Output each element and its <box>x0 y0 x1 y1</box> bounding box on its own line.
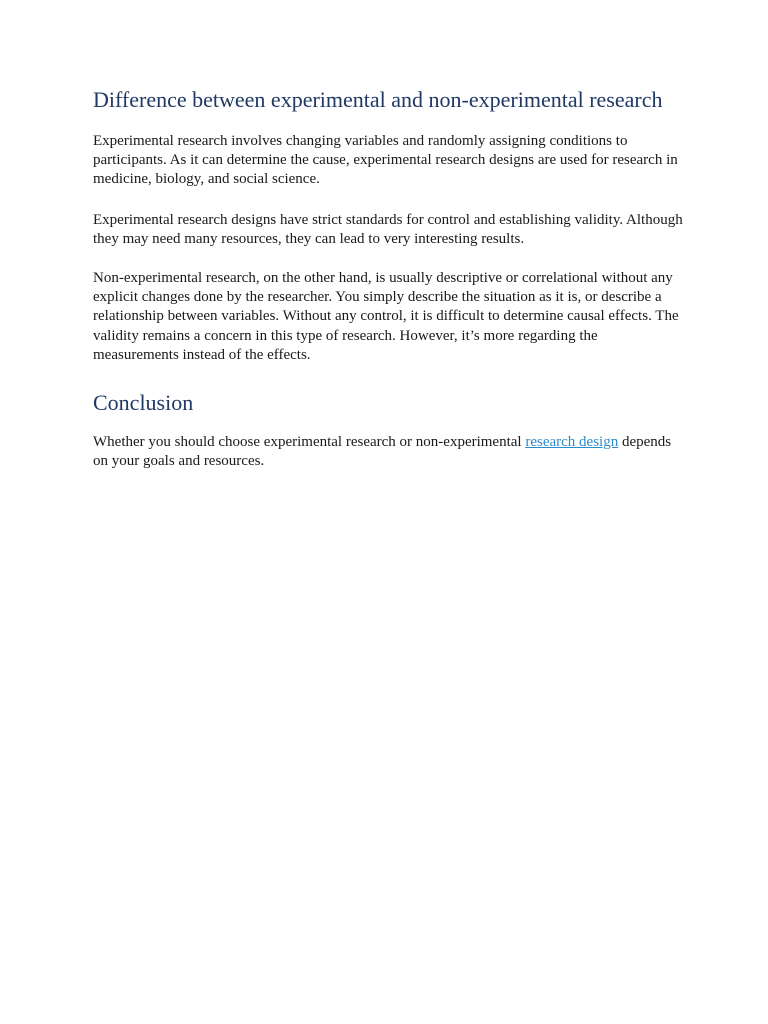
paragraph-experimental-standards: Experimental research designs have strict standards for control and establishing validity. Although they may need many resources, they can lead to very interesting results. <box>93 211 683 247</box>
research-design-link[interactable]: research design <box>525 434 619 451</box>
conclusion-text-after-link: depends on your goals and resources. <box>93 434 672 470</box>
conclusion-heading: Conclusion <box>93 390 194 416</box>
document-page <box>93 86 683 471</box>
paragraph-non-experimental: Non-experimental research, on the other hand, is usually descriptive or correlational without any explicit changes done by the researcher. You simply describe the situation as it is, or describe a relationship between variables. Without any control, it is difficult to determine causal effects. The validity remains a concern in this type of research. However, it’s more regarding the measurements instead of the effects. <box>93 270 679 363</box>
document-title: Difference between experimental and non-experimental research <box>93 87 663 112</box>
conclusion-text-before-link: Whether you should choose experimental research or non-experimental <box>93 434 526 451</box>
conclusion-paragraph <box>93 433 683 471</box>
paragraph-experimental-overview: Experimental research involves changing variables and randomly assigning conditions to participants. As it can determine the cause, experimental research designs are used for research in medicine, biology, and social science. <box>93 133 678 188</box>
